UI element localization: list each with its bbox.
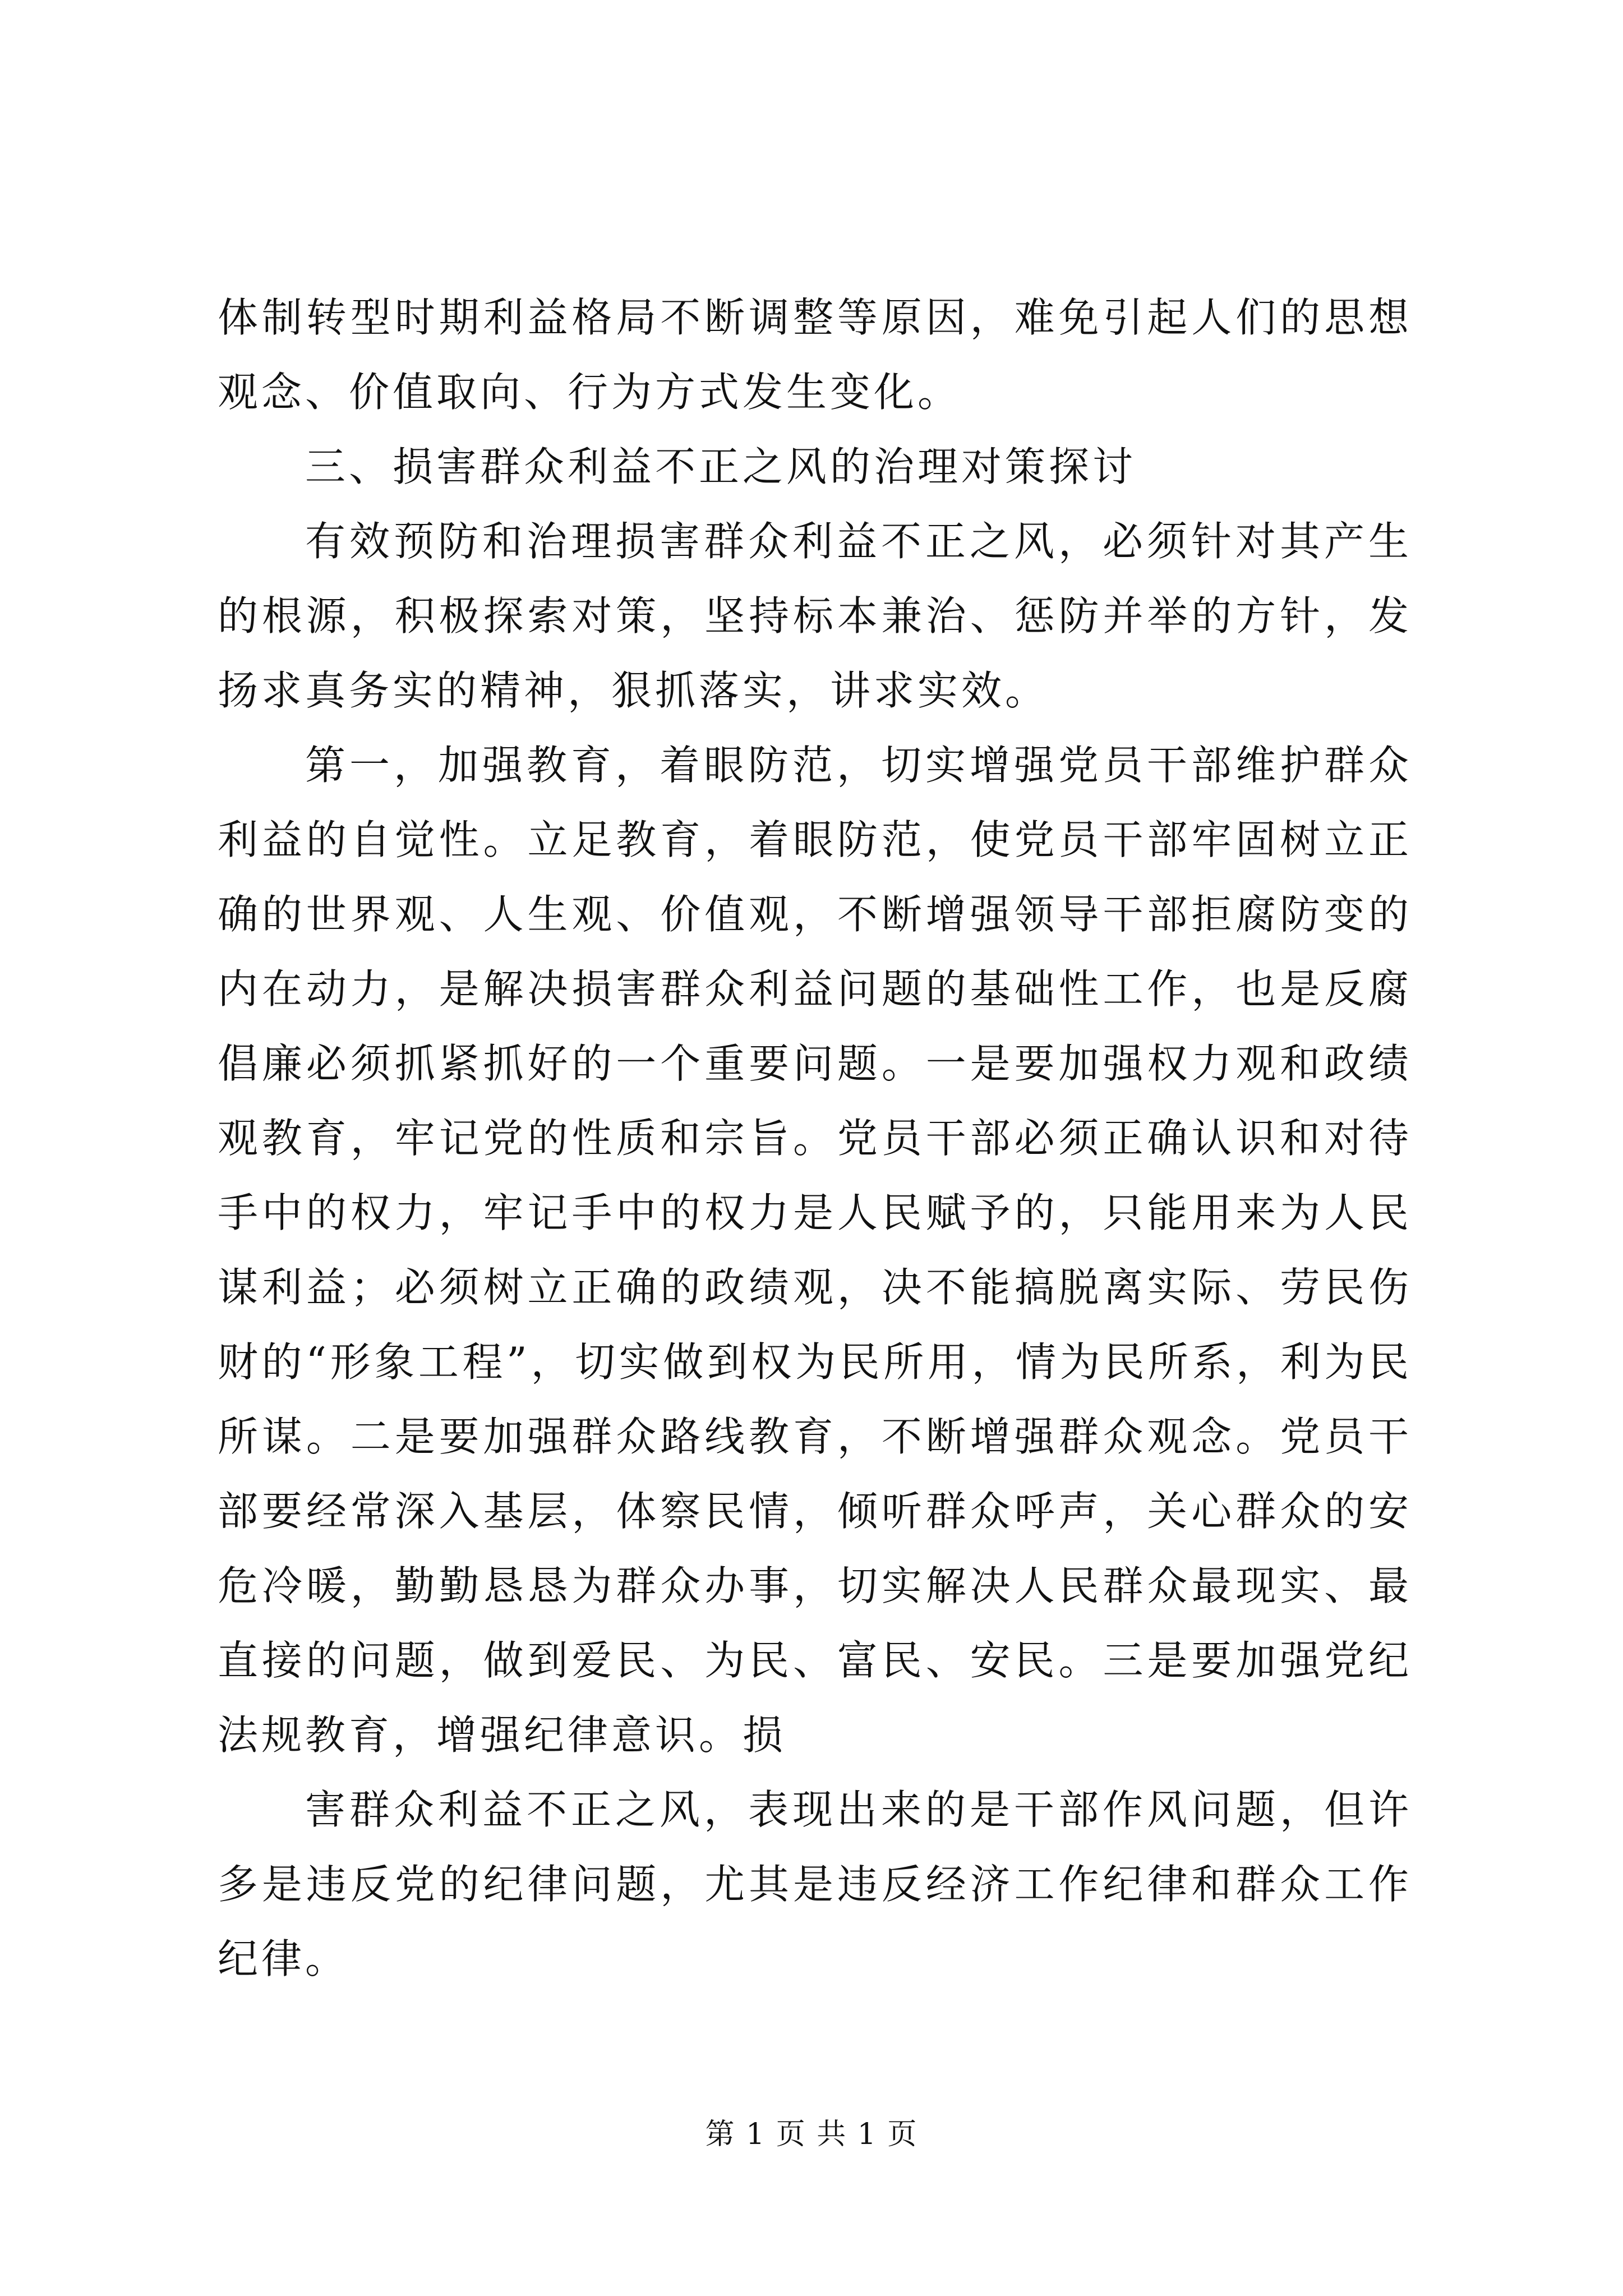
paragraph: 有效预防和治理损害群众利益不正之风，必须针对其产生的根源，积极探索对策，坚持标本兼治、惩防并举的方针，发扬求真务实的精神，狠抓落实，讲求实效。: [218, 518, 1412, 714]
section-heading: 三、损害群众利益不正之风的治理对策探讨: [305, 443, 1137, 490]
paragraph-continuation: 体制转型时期利益格局不断调整等原因，难免引起人们的思想观念、价值取向、行为方式发生变化。: [218, 294, 1412, 416]
paragraph: 第一，加强教育，着眼防范，切实增强党员干部维护群众利益的自觉性。立足教育，着眼防范，使党员干部牢固树立正确的世界观、人生观、价值观，不断增强领导干部拒腐防变的内在动力，是解决损害群众利益问题的基础性工作，也是反腐倡廉必须抓紧抓好的一个重要问题。一是要加强权力观和政绩观教育，牢记党的性质和宗旨。党员干部必须正确认识和对待手中的权力，牢记手中的权力是人民赋予的，只能用来为人民谋利益；必须树立正确的政绩观，决不能搞脱离实际、劳民伤财的“形象工程”，切实做到权为民所用，情为民所系，利为民所谋。二是要加强群众路线教育，不断增强群众观念。党员干部要经常深入基层，体察民情，倾听群众呼声，关心群众的安危冷暖，勤勤恳恳为群众办事，切实解决人民群众最现实、最直接的问题，做到爱民、为民、富民、安民。三是要加强党纪法规教育，增强纪律意识。损: [218, 742, 1412, 1759]
page-footer: 第 1 页 共 1 页: [705, 2118, 918, 2151]
paragraph: 害群众利益不正之风，表现出来的是干部作风问题，但许多是违反党的纪律问题，尤其是违反经济工作纪律和群众工作纪律。: [218, 1786, 1412, 1982]
body-text: [218, 280, 1412, 1996]
